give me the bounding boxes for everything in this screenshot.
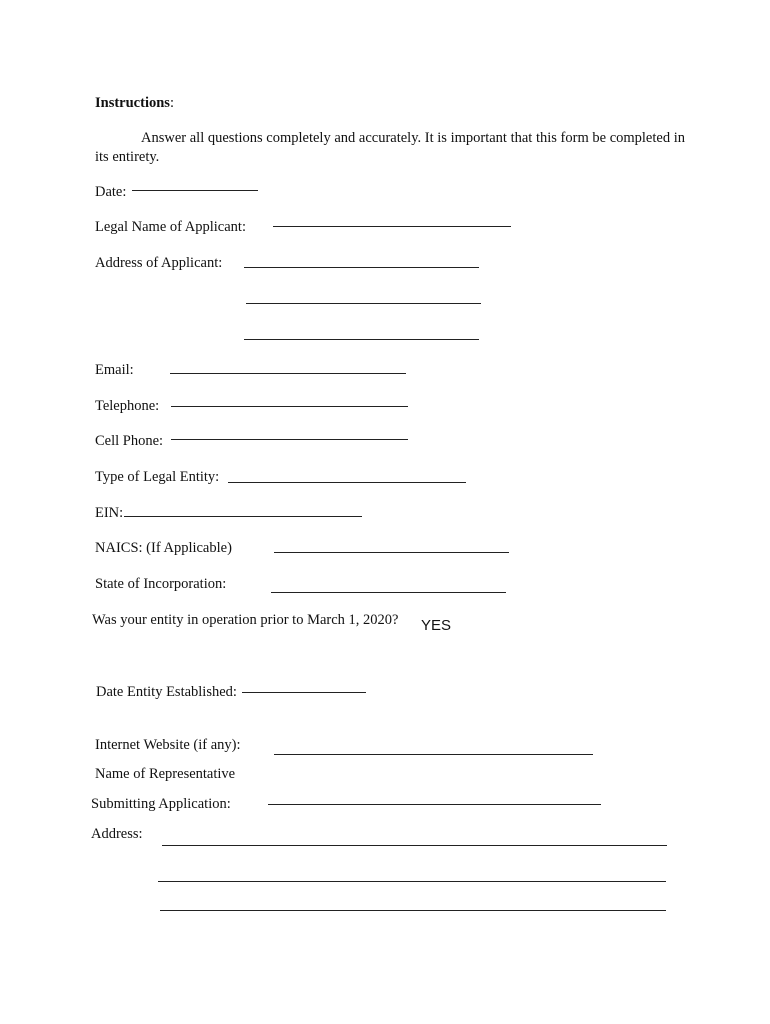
website-label: Internet Website (if any):: [95, 737, 241, 753]
address-applicant-field-3[interactable]: [244, 339, 479, 340]
representative-label-line1: Name of Representative: [95, 766, 236, 782]
address-field-3[interactable]: [160, 910, 666, 911]
naics-field[interactable]: [274, 552, 509, 553]
state-incorporation-field[interactable]: [271, 592, 506, 593]
operation-question: Was your entity in operation prior to March 1, 2020?: [92, 612, 399, 628]
email-label: Email:: [95, 362, 134, 378]
legal-entity-field[interactable]: [228, 482, 466, 483]
date-label: Date:: [95, 184, 127, 200]
instructions-heading: [95, 94, 174, 112]
operation-answer[interactable]: YES: [421, 617, 452, 634]
address-field-2[interactable]: [158, 881, 666, 882]
representative-field[interactable]: [268, 804, 601, 805]
representative-label-line2: Submitting Application:: [91, 796, 231, 812]
legal-entity-label: Type of Legal Entity:: [95, 469, 220, 485]
date-field[interactable]: [132, 190, 258, 191]
state-incorporation-label: State of Incorporation:: [95, 576, 227, 592]
email-field[interactable]: [170, 373, 406, 374]
legal-name-label: Legal Name of Applicant:: [95, 219, 246, 235]
website-field[interactable]: [274, 754, 593, 755]
telephone-field[interactable]: [171, 406, 408, 407]
ein-field[interactable]: [124, 516, 362, 517]
address-label: Address:: [91, 826, 143, 842]
instructions-heading-label: Instructions: [95, 95, 170, 111]
cell-phone-field[interactable]: [171, 439, 408, 440]
address-applicant-label: Address of Applicant:: [95, 255, 223, 271]
date-established-label: Date Entity Established:: [96, 684, 237, 700]
legal-name-field[interactable]: [273, 226, 511, 227]
instructions-text: Answer all questions completely and accurately. It is important that this form be completed in its entirety.: [95, 130, 685, 165]
naics-label: NAICS: (If Applicable): [95, 540, 232, 556]
instructions-heading-colon: :: [169, 95, 174, 111]
ein-label: EIN:: [95, 505, 124, 521]
cell-phone-label: Cell Phone:: [95, 433, 164, 449]
address-applicant-field-2[interactable]: [246, 303, 481, 304]
address-applicant-field-1[interactable]: [244, 267, 479, 268]
address-field-1[interactable]: [162, 845, 667, 846]
instructions-paragraph: [95, 129, 685, 167]
telephone-label: Telephone:: [95, 398, 160, 414]
date-established-field[interactable]: [242, 692, 366, 693]
